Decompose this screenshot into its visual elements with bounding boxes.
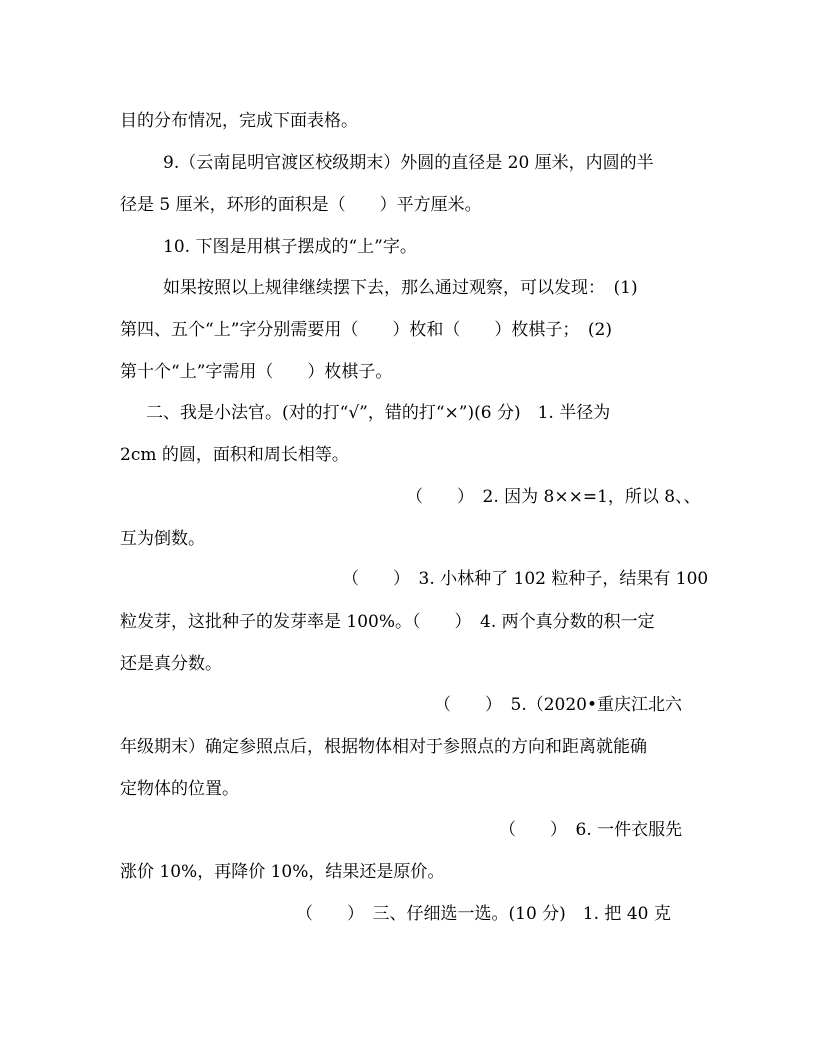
judge-3-text: （ ） 3. 小林种了 102 粒种子，结果有 100 — [342, 569, 709, 589]
question-9-line-1: 9.（云南昆明官渡区校级期末）外圆的直径是 20 厘米，内圆的半 — [163, 153, 654, 173]
section-3-heading: （ ） 三、仔细选一选。(10 分) 1. 把 40 克 — [296, 904, 671, 924]
judge-5-text: （ ） 5.（2020•重庆江北六 — [434, 695, 683, 715]
judge-2-text: （ ） 2. 因为 8××=1，所以 8、、 — [406, 487, 701, 507]
judge-6-continuation: 涨价 10%，再降价 10%，结果还是原价。 — [120, 862, 445, 882]
question-10-line-1: 10. 下图是用棋子摆成的“上”字。 — [163, 237, 417, 257]
question-10-line-2: 如果按照以上规律继续摆下去，那么通过观察，可以发现： (1) — [163, 278, 638, 298]
section-2-heading: 二、我是小法官。(对的打“√”，错的打“×”)(6 分) 1. 半径为 — [146, 403, 611, 423]
question-9-line-2: 径是 5 厘米，环形的面积是（ ）平方厘米。 — [120, 195, 482, 215]
judge-4-continuation: 还是真分数。 — [120, 654, 222, 674]
judge-3-4-text: 粒发芽，这批种子的发芽率是 100%。（ ） 4. 两个真分数的积一定 — [120, 612, 655, 632]
text-line-1: 目的分布情况，完成下面表格。 — [120, 111, 358, 131]
judge-2-continuation: 互为倒数。 — [120, 529, 205, 549]
question-10-line-4: 第十个“上”字需用（ ）枚棋子。 — [120, 362, 393, 382]
judge-6-text: （ ） 6. 一件衣服先 — [499, 820, 683, 840]
judge-1-text: 2cm 的圆，面积和周长相等。 — [120, 445, 349, 465]
judge-5-line-3: 定物体的位置。 — [120, 779, 239, 799]
judge-5-line-2: 年级期末）确定参照点后，根据物体相对于参照点的方向和距离就能确 — [120, 737, 647, 757]
question-10-line-3: 第四、五个“上”字分别需要用（ ）枚和（ ）枚棋子； (2) — [120, 320, 612, 340]
